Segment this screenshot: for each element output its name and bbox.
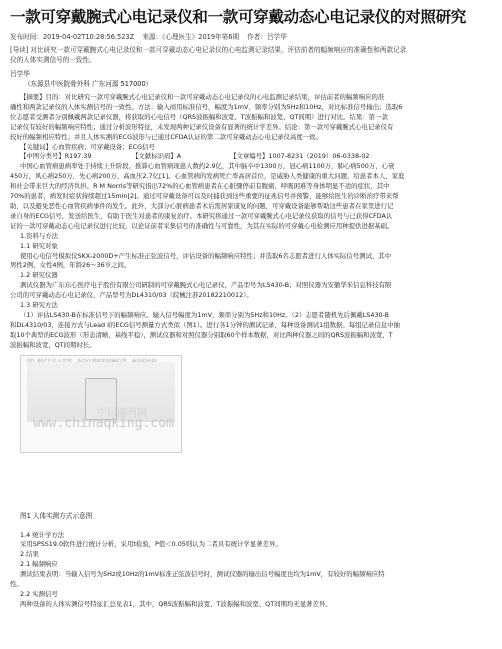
text-line: 使用心电信号模拟仪SKX-2000D+产生标准正弦波信号，评估设备的幅频响应特性；并选取6名志愿者进行人体实际信号测试，其中 bbox=[20, 251, 392, 260]
text-line: 证的一款可穿戴动态心电记录仪进行比较，以论证前者采集信号的准确性与可靠性，为其在实际的可穿戴心电检测应用种提供进据基础。 bbox=[10, 221, 394, 230]
text-line: 1.3 研究方法 bbox=[20, 301, 58, 310]
article-number: 【文章编号】1007-8231（2019）06-0338-02 bbox=[230, 152, 370, 161]
text-line: 450万，风心病250万，先心病200万，高血压2.7亿[1]。心血管病的发病死亡率高居首位，是威胁人类健康的重大问题，给患者本人、家庭 bbox=[10, 172, 405, 181]
text-line: 1.4 统计学方法 bbox=[20, 530, 65, 539]
article-title: 一款可穿戴腕式心电记录仪和一款可穿戴动态心电记录仪的对照研究 bbox=[10, 8, 467, 26]
text-line: 1.2 研究仪器 bbox=[20, 271, 58, 280]
abstract-line: 位志愿者受测者分别佩戴两款记录仪器，将获取的心电信号（QRS波振幅和波宽、T波振幅和波宽、QT间期）进行对比。结果：第一款 bbox=[10, 112, 388, 121]
abstract-line: 记录仪有较好的幅频响应特性；通过分析波形特征，未发现两种记录仪设备有显著的统计学差异。结论：第一款可穿戴腕式心电记录仪有 bbox=[10, 122, 394, 131]
text-line: 采用SPSS19.0软件进行统计分析，采用t检验，P值＜0.05则认为二者具有统计学显著差异。 bbox=[20, 540, 282, 549]
text-line: 和社会带来巨大的经济负担。R M Norris等研究指出72%的心血管病患者在心脏骤停前有腹痛、呼吸困难等身体明显不适的症状，其中 bbox=[10, 182, 390, 191]
text-line: （1）评估LS430-B在标准信号下的幅频响应。输入信号幅度为1mV，频率分别为5Hz和10Hz。（2）志愿者随机先后佩戴LS430-B bbox=[20, 310, 390, 319]
text-line: 波振幅和波宽，QT间期时长。 bbox=[10, 340, 96, 349]
clc-number: 【中图分类号】R197.39 bbox=[20, 152, 92, 161]
body-text bbox=[10, 162, 492, 350]
text-line: 1.资料与方法 bbox=[20, 231, 59, 240]
text-line: 性。 bbox=[10, 580, 23, 589]
text-line: 助，以及避免恶性心血管疾病事件的发生。此外，大部分心脏病患者术后需居家康复的问题，可穿戴设备能够帮助这些患者在家里进行记 bbox=[10, 201, 394, 210]
results-text bbox=[10, 531, 492, 610]
document-code: 【文献标识码】A bbox=[132, 152, 182, 161]
abstract-line: 较好的幅频相应特性；并且人体实测的ECG波形与已通过CFDA认证的第二款可穿戴动态心电记录仪高度一致。 bbox=[10, 132, 322, 141]
guide-line: [导读] 对比研究一款可穿戴腕式心电记录仪和一款可穿戴动态心电记录仪的心电监测记录结果，评估前者的幅频响应的准确性和两款记录 bbox=[10, 46, 407, 54]
text-line: 和DL4310/03，连接方式与Lead I的ECG信号测量方式类似（图1）。进行各1分钟的测试记录，每种设备测试1组数据。每组记录信息中抽 bbox=[10, 320, 400, 329]
text-line: 录自身的ECG信号，发送给医生，有助于医生对患者的康复治疗。本研究将通过一款可穿戴腕式心电记录仪获取的信号与已获得CFDA认 bbox=[10, 211, 393, 220]
author-affiliation: （东源县中医院骨外科 广东河源 517000） bbox=[24, 80, 153, 88]
watermark-url: www.chinaqking.com bbox=[33, 415, 174, 431]
text-line: 70%的患者，病发时症状持续超过15min[2]。通过可穿戴设备可以及时捕获到这些重要的征兆信号并预警，能够给医生的诊断治疗带来帮 bbox=[10, 192, 399, 201]
text-line: 公司的可穿戴动态心电记录仪，产品型号为DL4310/03（皖械注准20182210012）。 bbox=[10, 291, 253, 300]
guide-line: 仪的人体实测信号的一致性。 bbox=[10, 56, 96, 64]
text-line: 两种设备的人体实测信号特征汇总见表1，其中，QRS波振幅和波宽、T波振幅和波宽、QT间期均无显著差异。 bbox=[20, 599, 332, 608]
author-name: 吕学华 bbox=[10, 70, 30, 78]
text-line: 测试结果表明：当输入信号为5Hz或10Hz的1mV标准正弦波信号时，测试仪器的输出信号幅度也均为1mV，有较好的幅频响应特 bbox=[20, 570, 385, 579]
text-line: 2.1 幅频响应 bbox=[20, 560, 58, 569]
abstract bbox=[10, 93, 492, 152]
guide-paragraph bbox=[10, 45, 492, 65]
classification-line bbox=[10, 152, 492, 162]
source: 来源：《心理医生》2019年第6期 bbox=[142, 33, 240, 41]
keywords: 【关键词】心血管疾病；可穿戴设备；ECG信号 bbox=[20, 142, 155, 151]
figure-caption: 图1 人体实测方式示意图 bbox=[20, 511, 93, 520]
text-line: 2.结果 bbox=[20, 550, 39, 559]
text-line: 中国心血管病患病率处于持续上升阶段。推算心血管病现患人数约2.9亿，其中脑卒中1300万，冠心病1100万，肺心病500万，心衰 bbox=[20, 162, 395, 171]
text-line: 测试仪器为广东东心医疗电子股份有限公司研制的可穿戴腕式心电记录仪，产品型号为LS430-B；对照仪器为安徽华米信息科技有限 bbox=[20, 281, 392, 290]
text-line: 男性2例，女性4例，年龄26～36岁之间。 bbox=[10, 261, 131, 270]
figure-image bbox=[20, 355, 182, 453]
article-meta bbox=[10, 32, 492, 42]
text-line: 1.1 研究对象 bbox=[20, 241, 58, 250]
text-line: 取10个典型的ECG波形（形态清晰，基线平稳），测试仪器和对照仪器分别取60个样本数据，对比两种仪器之间的QRS波振幅和波宽，T bbox=[10, 330, 393, 339]
text-line: 2.2 实测信号 bbox=[20, 590, 58, 598]
watermark-cn: 中国期刊网 bbox=[97, 407, 147, 419]
publish-time: 发布时间：2019-04-02T10:28:56.523Z bbox=[10, 33, 135, 41]
abstract-line: 【摘要】目的：对比研究一款可穿戴腕式心电记录仪和一款可穿戴动态心电记录仪的心电监测记录结果，评估前者的幅频响应的准 bbox=[20, 93, 385, 101]
author-meta: 作者：吕学华 bbox=[247, 33, 287, 41]
abstract-line: 确性和两款记录仪的人体实测信号的一致性。方法：输入商用标准信号，幅度为1mV，频率分别为5Hz和10Hz，对比标准信号输出；选取6 bbox=[10, 102, 403, 111]
